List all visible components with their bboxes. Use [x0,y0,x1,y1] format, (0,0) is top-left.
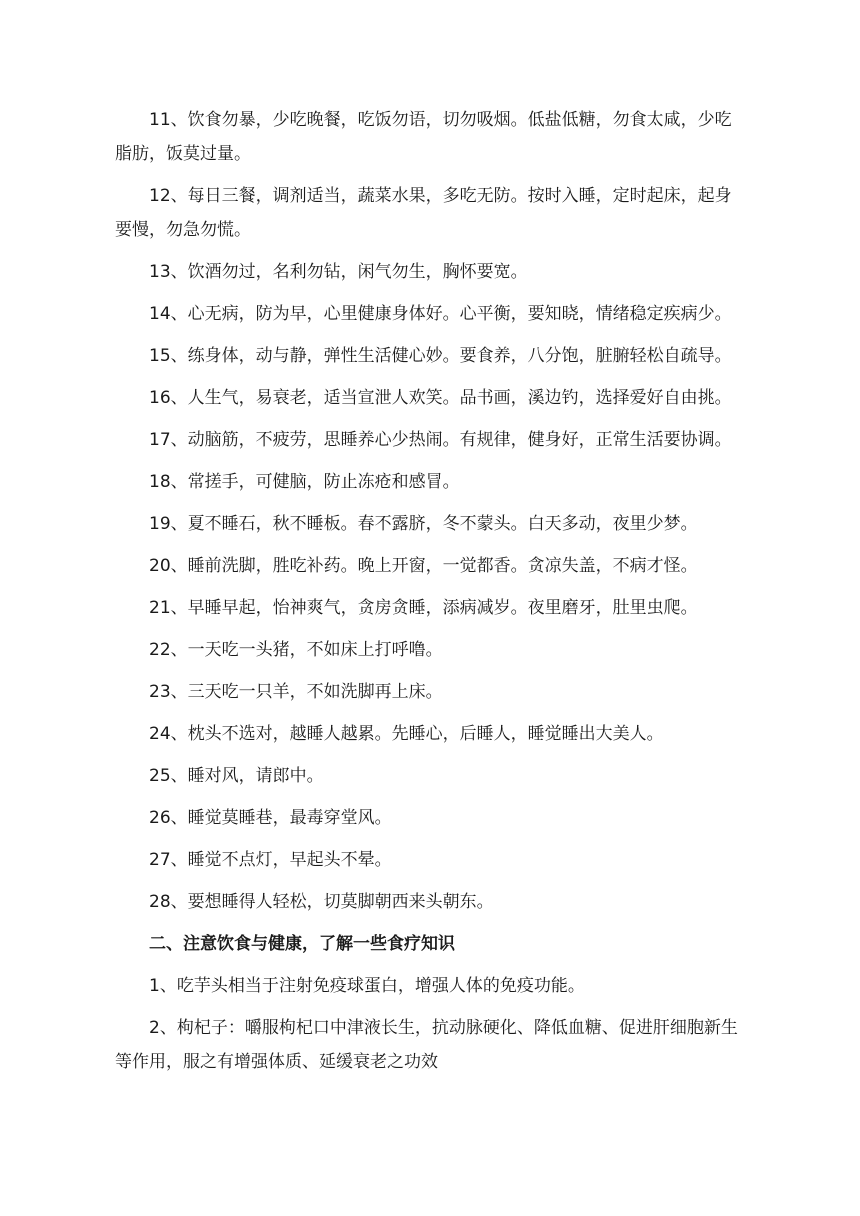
food-item-2: 2、枸杞子：嚼服枸杞口中津液长生，抗动脉硬化、降低血糖、促进肝细胞新生等作用，服之有增强体质、延缓衰老之功效 [115,1018,738,1072]
paragraph-18: 18、常搓手，可健脑，防止冻疮和感冒。 [149,472,460,492]
paragraph-13: 13、饮酒勿过，名利勿钻，闲气勿生，胸怀要宽。 [149,262,528,282]
paragraph-17: 17、动脑筋，不疲劳，思睡养心少热闹。有规律，健身好，正常生活要协调。 [149,430,732,450]
paragraph-11: 11、饮食勿暴，少吃晚餐，吃饭勿语，切勿吸烟。低盐低糖，勿食太咸，少吃脂肪，饭莫过量。 [115,110,732,164]
food-item-1: 1、吃芋头相当于注射免疫球蛋白，增强人体的免疫功能。 [149,976,585,996]
paragraph-25: 25、睡对风，请郎中。 [149,766,324,786]
paragraph-23: 23、三天吃一只羊，不如洗脚再上床。 [149,682,443,702]
paragraph-21: 21、早睡早起，怡神爽气，贪房贪睡，添病减岁。夜里磨牙，肚里虫爬。 [149,598,698,618]
paragraph-20: 20、睡前洗脚，胜吃补药。晚上开窗，一觉都香。贪凉失盖，不病才怪。 [149,556,698,576]
paragraph-14: 14、心无病，防为早，心里健康身体好。心平衡，要知晓，情绪稳定疾病少。 [149,304,732,324]
paragraph-15: 15、练身体，动与静，弹性生活健心妙。要食养，八分饱，脏腑轻松自疏导。 [149,346,732,366]
paragraph-16: 16、人生气，易衰老，适当宣泄人欢笑。品书画，溪边钓，选择爱好自由挑。 [149,388,732,408]
section-heading: 二、注意饮食与健康，了解一些食疗知识 [149,934,455,954]
paragraph-27: 27、睡觉不点灯，早起头不晕。 [149,850,392,870]
paragraph-22: 22、一天吃一头猪，不如床上打呼噜。 [149,640,443,660]
document-body [115,103,745,1087]
paragraph-12: 12、每日三餐，调剂适当，蔬菜水果，多吃无防。按时入睡，定时起床，起身要慢，勿急勿慌。 [115,186,732,240]
paragraph-26: 26、睡觉莫睡巷，最毒穿堂风。 [149,808,392,828]
paragraph-19: 19、夏不睡石，秋不睡板。春不露脐，冬不蒙头。白天多动，夜里少梦。 [149,514,698,534]
paragraph-24: 24、枕头不选对，越睡人越累。先睡心，后睡人，睡觉睡出大美人。 [149,724,664,744]
paragraph-28: 28、要想睡得人轻松，切莫脚朝西来头朝东。 [149,892,494,912]
